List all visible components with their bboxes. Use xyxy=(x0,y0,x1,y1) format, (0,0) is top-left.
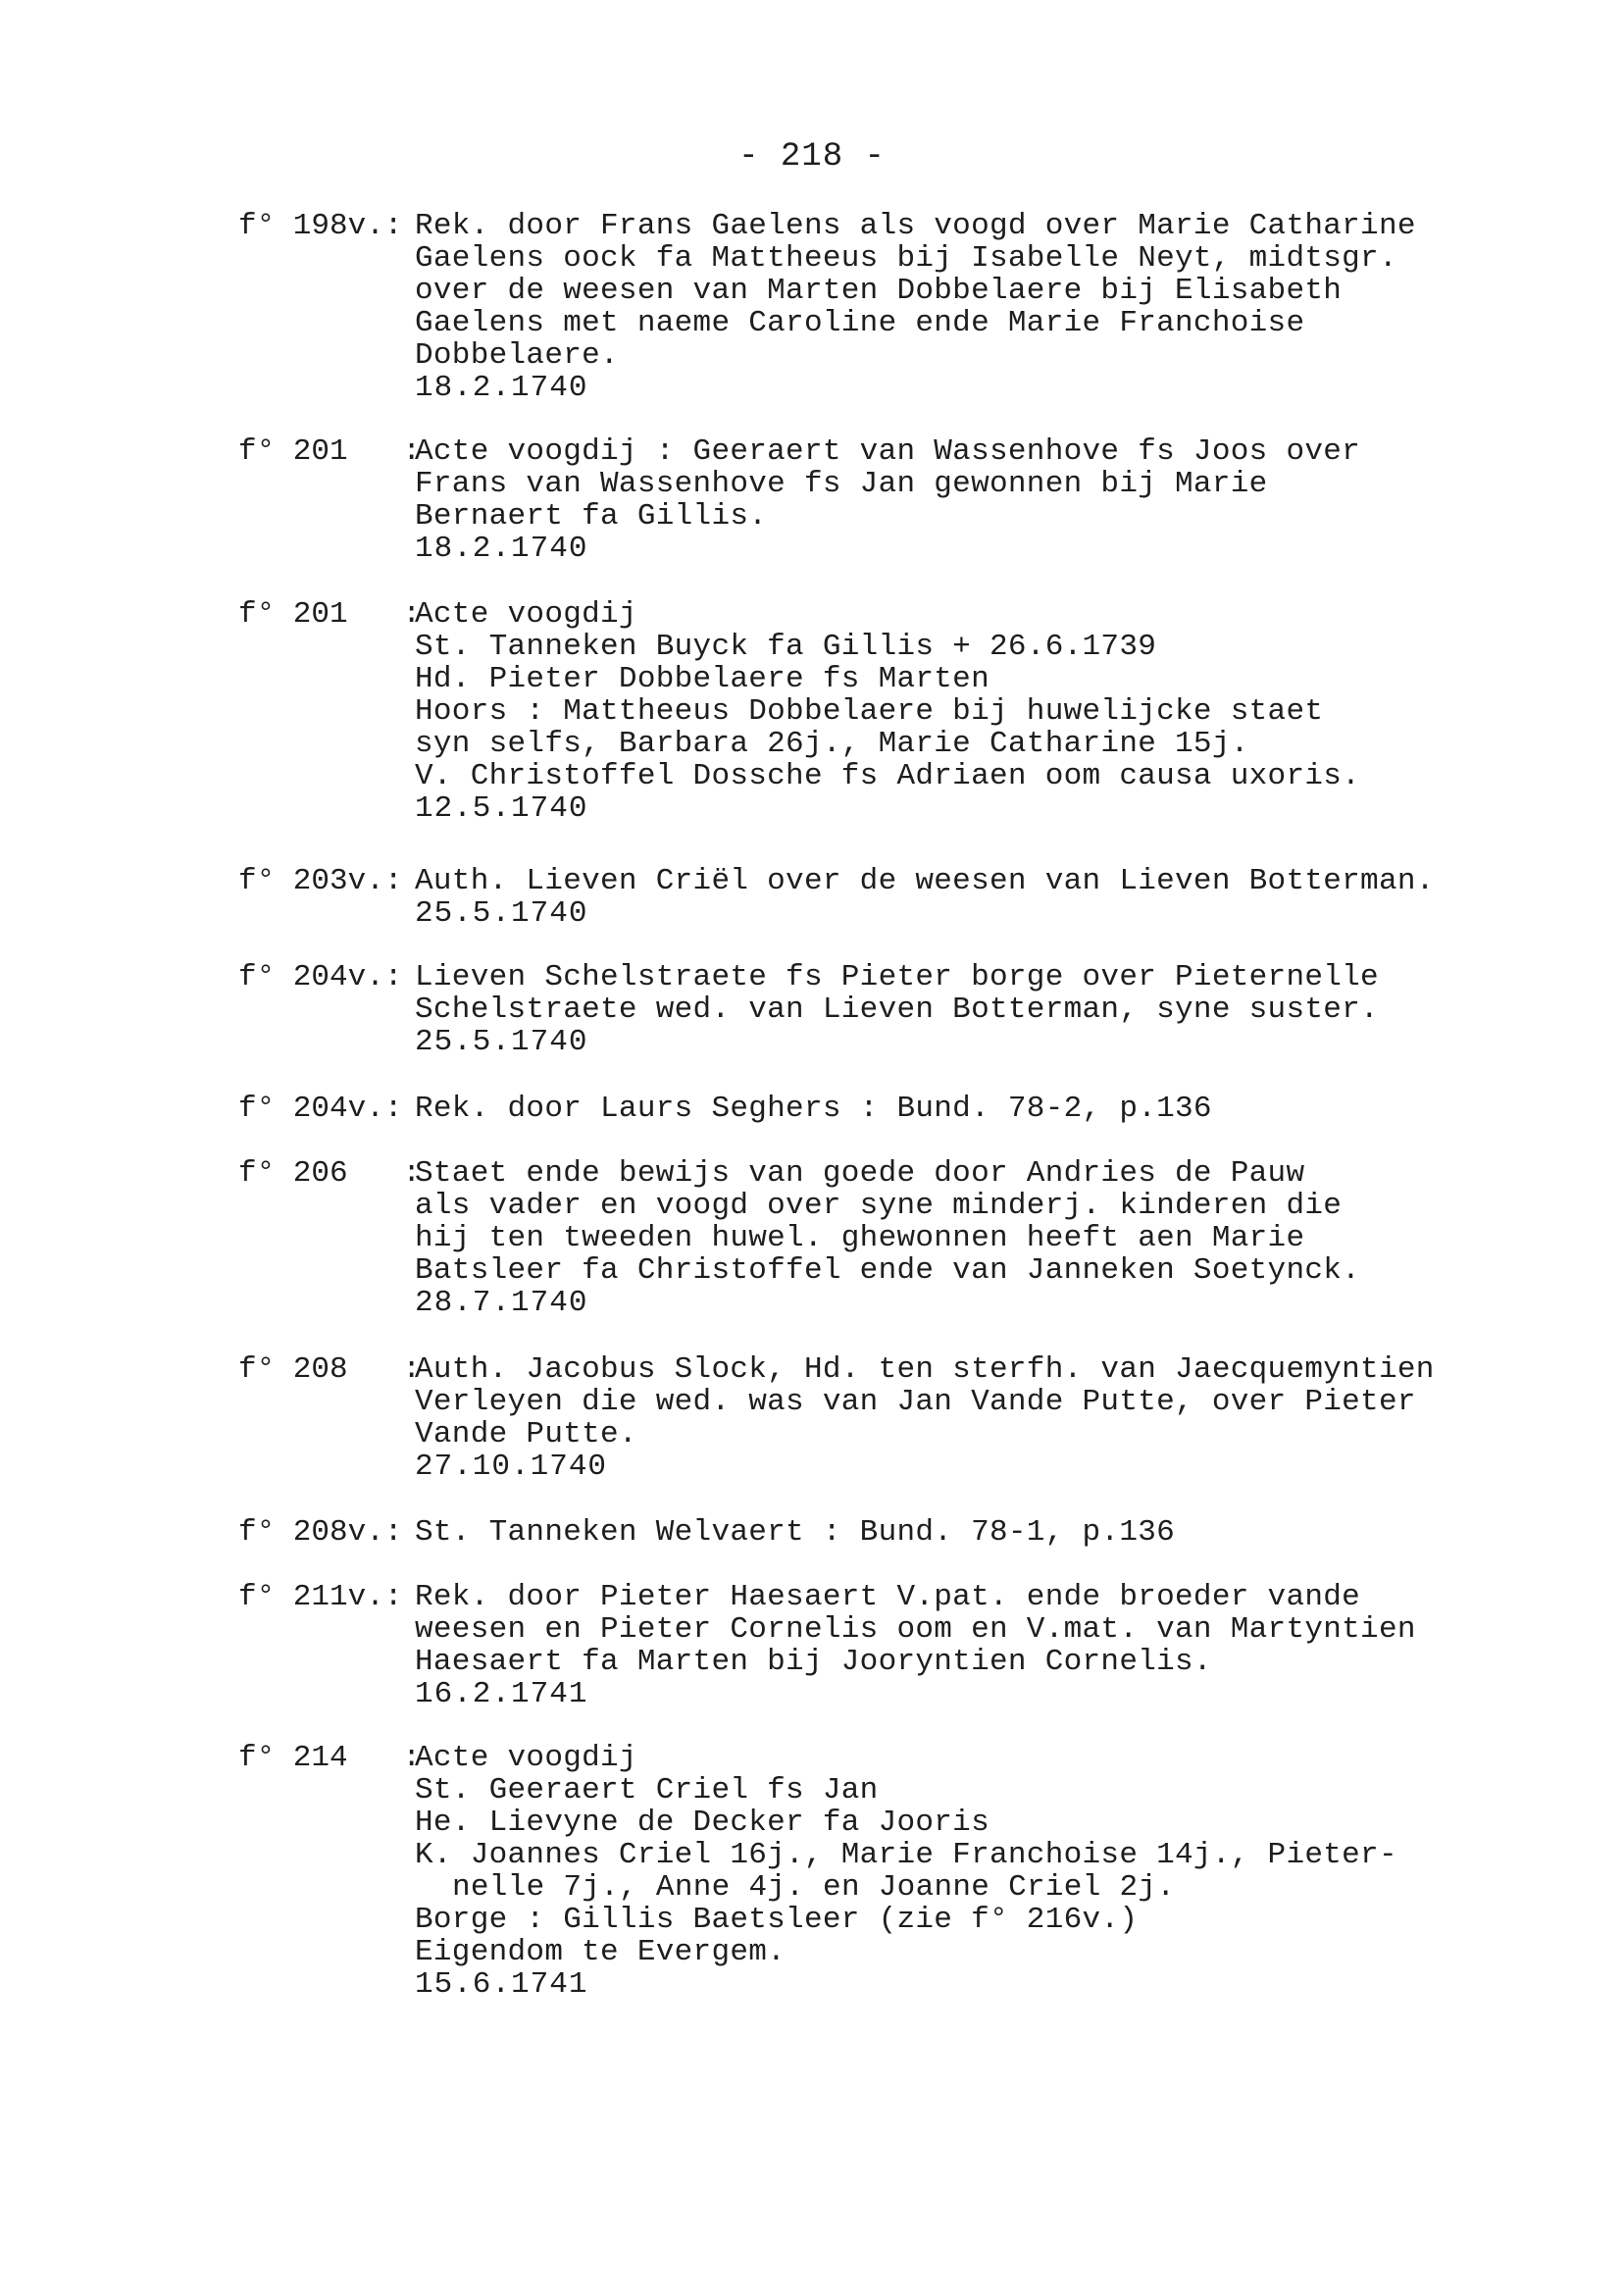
folio-reference: f° 206 : xyxy=(238,1156,422,1191)
entry-line: Acte voogdij xyxy=(415,1741,637,1775)
entry-date: 15.6.1741 xyxy=(415,1967,588,2002)
folio-reference: f° 204v.: xyxy=(238,1092,403,1126)
entry-line: Verleyen die wed. was van Jan Vande Putte, over Pieter xyxy=(415,1385,1416,1419)
entry-line: Hoors : Mattheeus Dobbelaere bij huwelijcke staet xyxy=(415,694,1324,729)
entry-date: 28.7.1740 xyxy=(415,1286,588,1320)
entry-date: 18.2.1740 xyxy=(415,532,588,566)
folio-reference: f° 201 : xyxy=(238,597,422,632)
entry-date: 16.2.1741 xyxy=(415,1677,588,1711)
entry-line: St. Tanneken Welvaert : Bund. 78-1, p.136 xyxy=(415,1515,1176,1550)
entry-text xyxy=(415,1353,1611,1483)
entry-line: Hd. Pieter Dobbelaere fs Marten xyxy=(415,662,990,696)
entry-line: Vande Putte. xyxy=(415,1417,637,1451)
entry-line: Acte voogdij xyxy=(415,597,637,632)
folio-reference: f° 208v.: xyxy=(238,1515,403,1550)
entry-line: V. Christoffel Dossche fs Adriaen oom causa uxoris. xyxy=(415,759,1361,793)
entry-text xyxy=(415,210,1611,404)
entry-text xyxy=(415,598,1611,825)
entry-line: Auth. Lieven Criël over de weesen van Lieven Botterman. xyxy=(415,864,1435,898)
entry-text xyxy=(415,1157,1611,1319)
entry-line: Rek. door Frans Gaelens als voogd over Marie Catharine xyxy=(415,209,1416,243)
entry-line: syn selfs, Barbara 26j., Marie Catharine 15j. xyxy=(415,727,1249,761)
entry-date: 27.10.1740 xyxy=(415,1450,608,1484)
entry-text xyxy=(415,435,1611,565)
folio-reference: f° 214 : xyxy=(238,1741,422,1775)
entry-line: Lieven Schelstraete fs Pieter borge over Pieternelle xyxy=(415,960,1379,994)
entry-line: Eigendom te Evergem. xyxy=(415,1935,787,1969)
entry-text xyxy=(415,1093,1611,1125)
entry-date: 12.5.1740 xyxy=(415,791,588,826)
entry-line: Schelstraete wed. van Lieven Botterman, syne suster. xyxy=(415,993,1379,1027)
folio-reference: f° 203v.: xyxy=(238,864,403,898)
entry-line: St. Tanneken Buyck fa Gillis + 26.6.1739 xyxy=(415,630,1157,664)
entry-line: Gaelens oock fa Mattheeus bij Isabelle Neyt, midtsgr. xyxy=(415,241,1397,276)
entry-date: 18.2.1740 xyxy=(415,371,588,405)
entry-line: K. Joannes Criel 16j., Marie Franchoise 14j., Pieter- xyxy=(415,1838,1397,1872)
entry-line: Bernaert fa Gillis. xyxy=(415,499,768,534)
entry-text xyxy=(415,961,1611,1058)
entry-line: St. Geeraert Criel fs Jan xyxy=(415,1773,879,1807)
entry-date: 25.5.1740 xyxy=(415,896,588,931)
entry-line: Gaelens met naeme Caroline ende Marie Franchoise xyxy=(415,306,1305,340)
entry-line: Rek. door Laurs Seghers : Bund. 78-2, p.136 xyxy=(415,1092,1212,1126)
entry-line: als vader en voogd over syne minderj. kinderen die xyxy=(415,1189,1343,1223)
folio-reference: f° 208 : xyxy=(238,1352,422,1387)
entry-text xyxy=(415,1742,1611,2001)
entry-line: Haesaert fa Marten bij Jooryntien Cornelis. xyxy=(415,1645,1212,1679)
entry-line: Rek. door Pieter Haesaert V.pat. ende broeder vande xyxy=(415,1580,1361,1614)
entry-line: Auth. Jacobus Slock, Hd. ten sterfh. van Jaecquemyntien xyxy=(415,1352,1435,1387)
entry-text xyxy=(415,1516,1611,1549)
entry-date: 25.5.1740 xyxy=(415,1025,588,1059)
entry-line: Batsleer fa Christoffel ende van Janneken Soetynck. xyxy=(415,1253,1361,1288)
entry-line: nelle 7j., Anne 4j. en Joanne Criel 2j. xyxy=(452,1870,1176,1905)
folio-reference: f° 211v.: xyxy=(238,1580,403,1614)
entry-line: Dobbelaere. xyxy=(415,338,619,373)
entry-line: Acte voogdij : Geeraert van Wassenhove fs Joos over xyxy=(415,434,1361,469)
entry-text xyxy=(415,1581,1611,1710)
folio-reference: f° 201 : xyxy=(238,434,422,469)
entry-text xyxy=(415,865,1611,930)
entry-line: Frans van Wassenhove fs Jan gewonnen bij Marie xyxy=(415,467,1268,501)
folio-reference: f° 204v.: xyxy=(238,960,403,994)
entry-line: He. Lievyne de Decker fa Jooris xyxy=(415,1806,990,1840)
folio-reference: f° 198v.: xyxy=(238,209,403,243)
entry-line: weesen en Pieter Cornelis oom en V.mat. van Martyntien xyxy=(415,1612,1416,1647)
page-number: - 218 - xyxy=(738,138,886,176)
entry-line: hij ten tweeden huwel. ghewonnen heeft aen Marie xyxy=(415,1221,1305,1255)
entry-line: over de weesen van Marten Dobbelaere bij Elisabeth xyxy=(415,274,1343,308)
entry-line: Borge : Gillis Baetsleer (zie f° 216v.) xyxy=(415,1903,1139,1937)
entry-line: Staet ende bewijs van goede door Andries de Pauw xyxy=(415,1156,1305,1191)
